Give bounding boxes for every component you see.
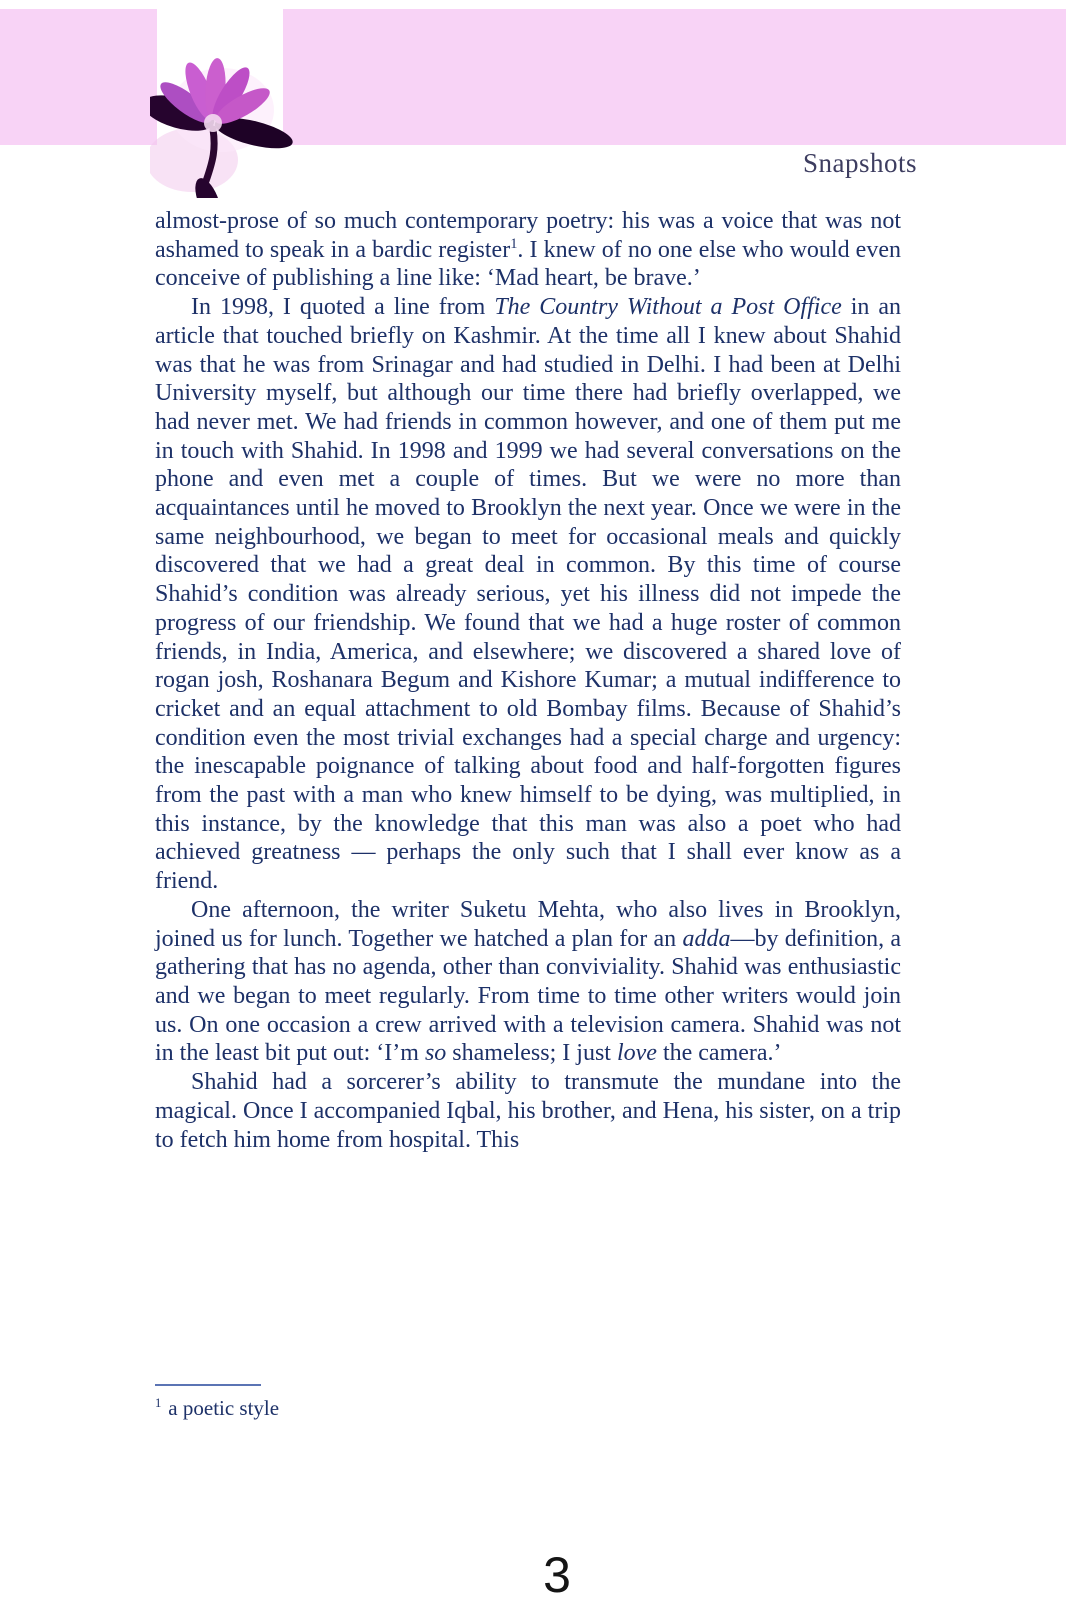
footnote-marker: 1 [155,1396,162,1410]
flower-icon [150,48,295,198]
chapter-title: Snapshots [803,148,918,178]
body-text [155,207,901,1154]
paragraph: In 1998, I quoted a line from The Country Without a Post Office in an article that touched briefly on Kashmir. At the time all I knew about Shahid was that he was from Srinagar and had studied in Delhi. I had been at Delhi University myself, but although our time there had briefly overlapped, we had never met. We had friends in common however, and one of them put me in touch with Shahid. In 1998 and 1999 we had several conversations on the phone and even met a couple of times. But we were no more than acquaintances until he moved to Brooklyn the next year. Once we were in the same neighbourhood, we began to meet for occasional meals and quickly discovered that we had a great deal in common. By this time of course Shahid’s condition was already serious, yet his illness did not impede the progress of our friendship. We found that we had a huge roster of common friends, in India, America, and elsewhere; we discovered a shared love of rogan josh, Roshanara Begum and Kishore Kumar; a mutual indifference to cricket and an equal attachment to old Bombay films. Because of Shahid’s condition even the most trivial exchanges had a special charge and urgency: the inescapable poignance of talking about food and half-forgotten figures from the past with a man who knew himself to be dying, was multiplied, in this instance, by the knowledge that this man was also a poet who had achieved greatness — perhaps the only such that I shall ever know as a friend. [155,294,901,895]
footnote [155,1396,279,1421]
footnote-divider [155,1384,261,1386]
paragraph: One afternoon, the writer Suketu Mehta, who also lives in Brooklyn, joined us for lunch. Together we hatched a plan for an adda—by definition, a gathering that has no agenda, other than conviviality. Shahid was enthusiastic and we began to meet regularly. From time to time other writers would join us. On one occasion a crew arrived with a television camera. Shahid was not in the least bit put out: ‘I’m so shameless; I just love the camera.’ [155,896,901,1067]
page-number: 3 [543,1547,571,1600]
paragraph: almost-prose of so much contemporary poetry: his was a voice that was not ashamed to speak in a bardic register$^1$. I knew of no one else who would even conceive of publishing a line like: ‘Mad heart, be brave.’ [155,208,901,292]
footnote-text: a poetic style [168,1396,280,1420]
paragraph: Shahid had a sorcerer’s ability to transmute the mundane into the magical. Once I accompanied Iqbal, his brother, and Hena, his sister, on a trip to fetch him home from hospital. This [155,1069,901,1153]
